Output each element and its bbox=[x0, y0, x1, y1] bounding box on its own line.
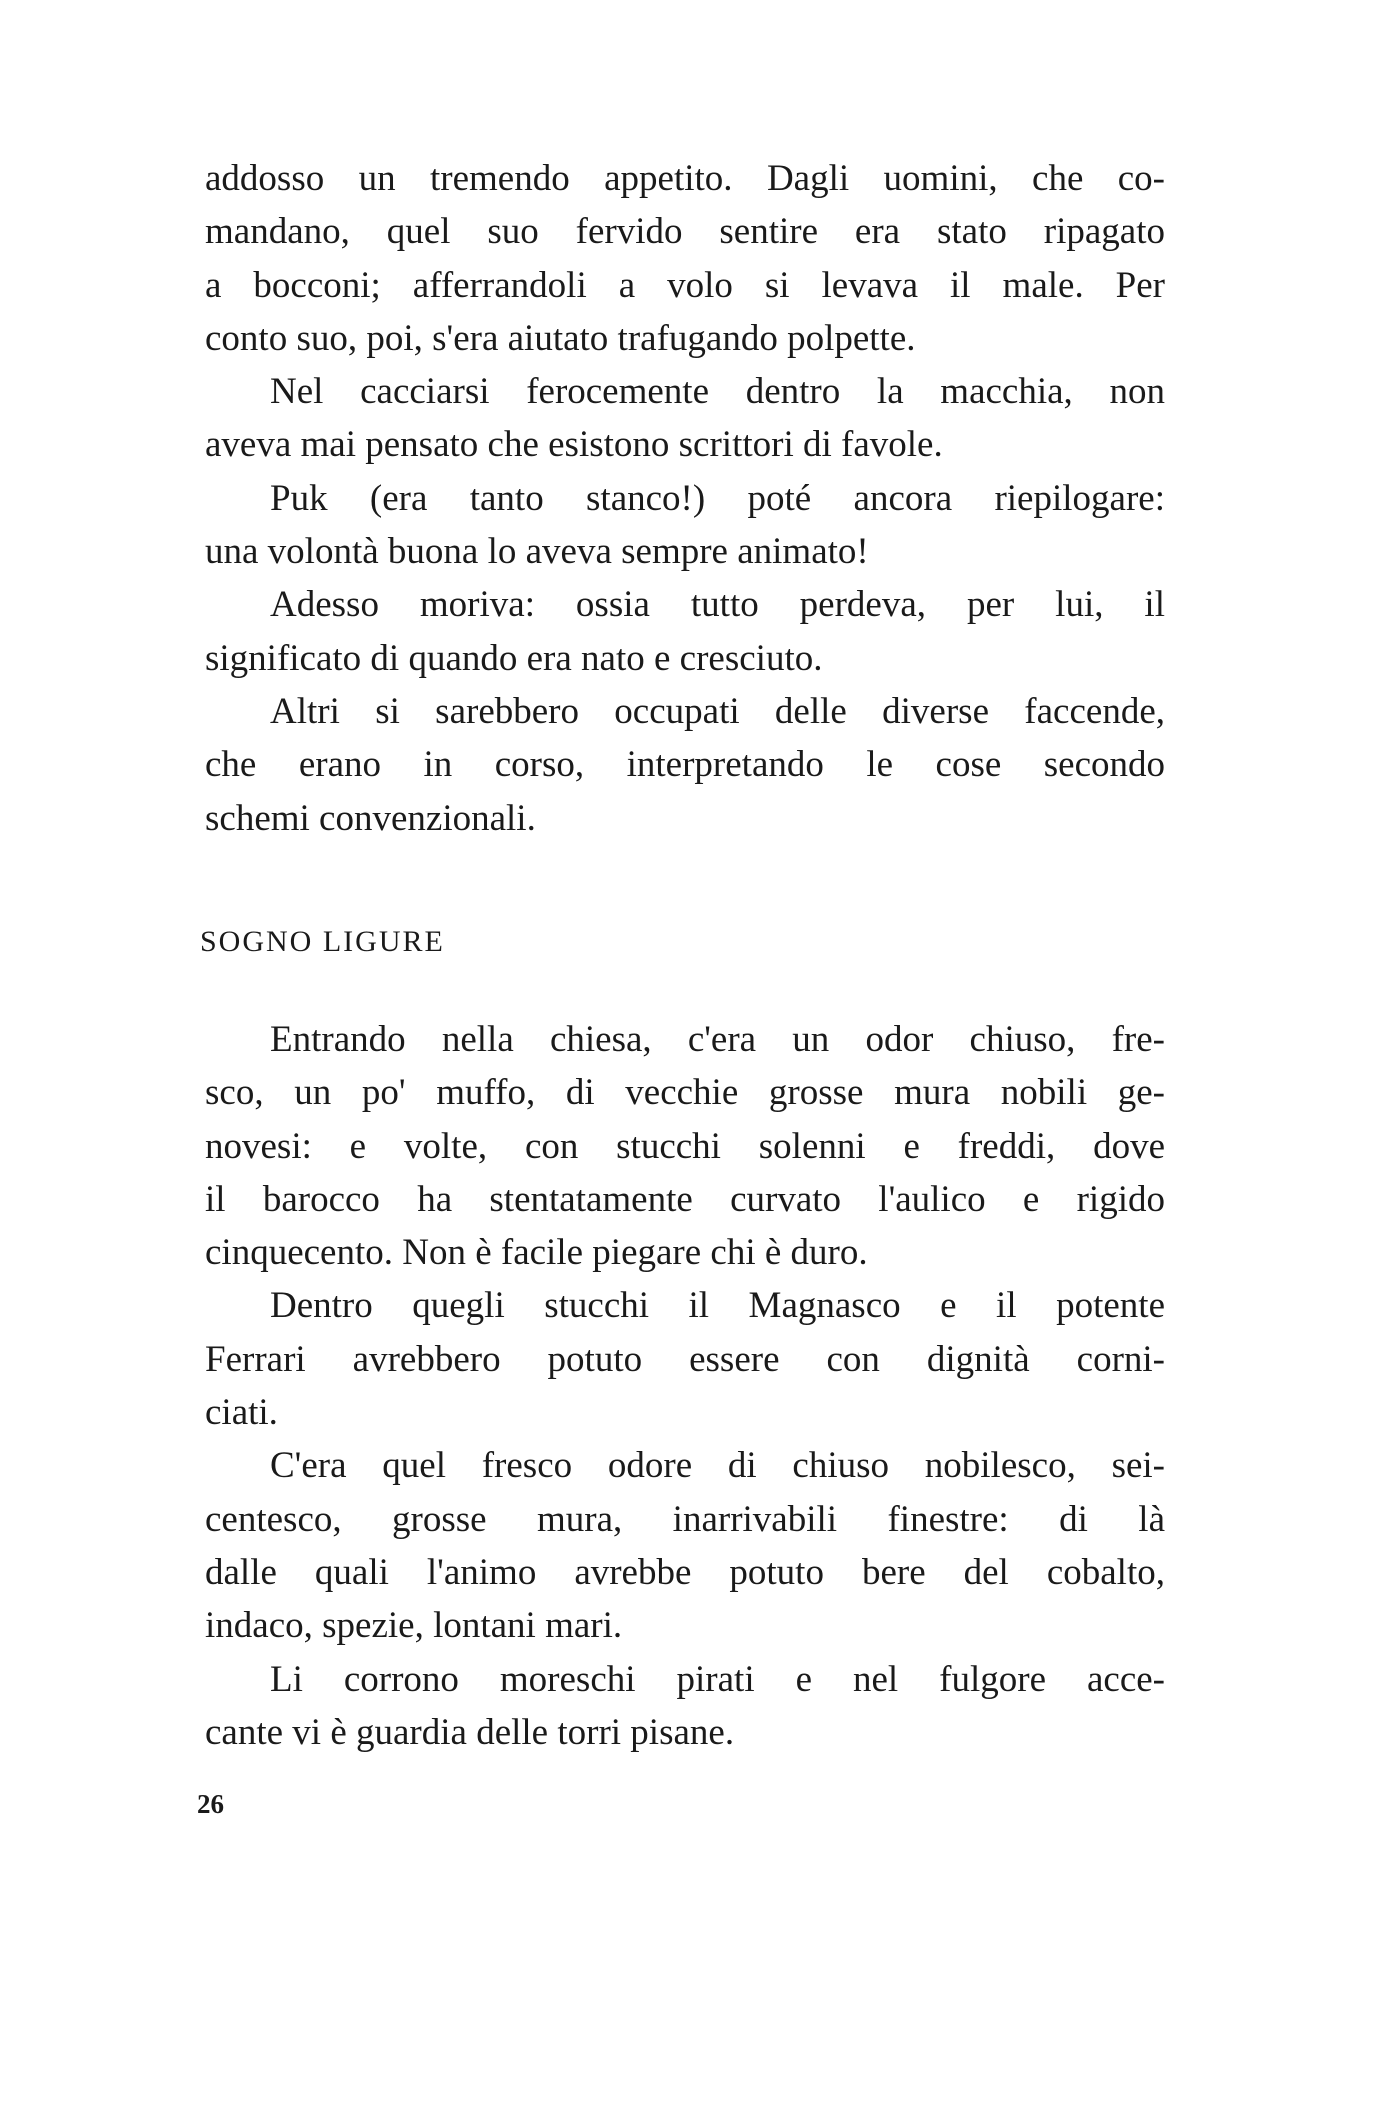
text-line: Entrando nella chiesa, c'era un odor chiuso, fre- bbox=[270, 1019, 1165, 1060]
text-line: C'era quel fresco odore di chiuso nobilesco, sei- bbox=[270, 1445, 1165, 1487]
text-line: sco, un po' muffo, di vecchie grosse mura nobili ge- bbox=[205, 1072, 1165, 1114]
page-number: 26 bbox=[197, 1789, 224, 1819]
text-line: una volontà buona lo aveva sempre animato! bbox=[205, 531, 869, 573]
text-line: ciati. bbox=[205, 1392, 278, 1434]
text-line: Adesso moriva: ossia tutto perdeva, per lui, il bbox=[270, 584, 1165, 626]
text-line: addosso un tremendo appetito. Dagli uomini, che co- bbox=[205, 158, 1165, 199]
text-line: novesi: e volte, con stucchi solenni e freddi, dove bbox=[205, 1125, 1165, 1167]
text-line: il barocco ha stentatamente curvato l'aulico e rigido bbox=[205, 1178, 1165, 1220]
text-line: centesco, grosse mura, inarrivabili finestre: di là bbox=[205, 1498, 1165, 1540]
text-block-top bbox=[205, 152, 1165, 845]
text-line: dalle quali l'animo avrebbe potuto bere del cobalto, bbox=[205, 1551, 1165, 1593]
text-line: schemi convenzionali. bbox=[205, 797, 536, 839]
text-line: a bocconi; afferrandoli a volo si levava il male. Per bbox=[205, 264, 1165, 306]
text-line: cante vi è guardia delle torri pisane. bbox=[205, 1711, 735, 1753]
text-line: significato di quando era nato e cresciuto. bbox=[205, 637, 823, 679]
text-line: Puk (era tanto stanco!) poté ancora riepilogare: bbox=[270, 477, 1165, 519]
text-line: mandano, quel suo fervido sentire era stato ripagato bbox=[205, 211, 1165, 253]
text-line: Ferrari avrebbero potuto essere con dignità corni- bbox=[205, 1338, 1165, 1380]
section-heading: SOGNO LIGURE bbox=[200, 925, 445, 958]
text-line: Altri si sarebbero occupati delle diverse faccende, bbox=[270, 690, 1165, 732]
text-line: aveva mai pensato che esistono scrittori di favole. bbox=[205, 424, 943, 466]
text-line: Li corrono moreschi pirati e nel fulgore acce- bbox=[270, 1658, 1165, 1700]
text-block-bottom bbox=[205, 1013, 1165, 1759]
text-line: Nel cacciarsi ferocemente dentro la macchia, non bbox=[270, 371, 1165, 413]
text-line: che erano in corso, interpretando le cose secondo bbox=[205, 744, 1165, 786]
text-line: Dentro quegli stucchi il Magnasco e il potente bbox=[270, 1285, 1165, 1327]
text-line: conto suo, poi, s'era aiutato trafugando polpette. bbox=[205, 317, 916, 359]
text-line: cinquecento. Non è facile piegare chi è duro. bbox=[205, 1232, 868, 1274]
text-line: indaco, spezie, lontani mari. bbox=[205, 1605, 623, 1647]
